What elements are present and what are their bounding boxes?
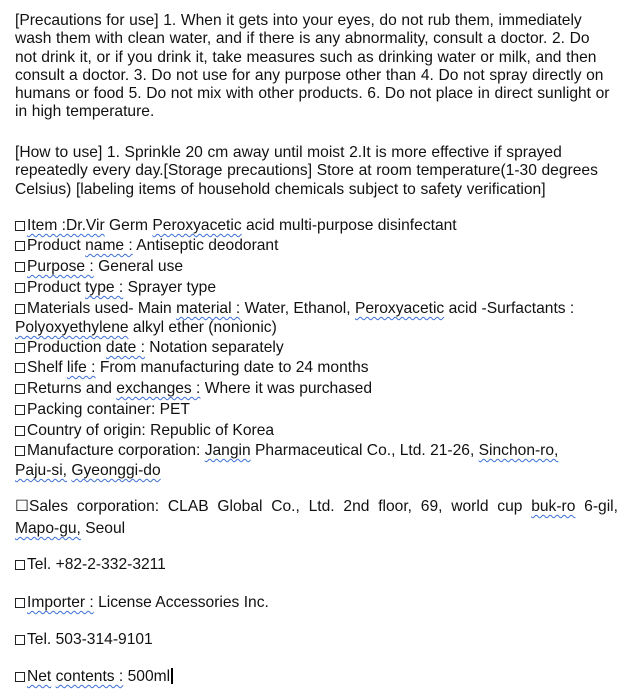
checkbox-icon xyxy=(15,262,25,272)
checkbox-icon xyxy=(15,343,25,353)
item-line: Item :Dr.Vir Germ Peroxyacetic acid multi-purpose disinfectant xyxy=(15,216,457,236)
product-name-line: Product name : Antiseptic deodorant xyxy=(15,236,278,256)
shelf-life-line: Shelf life : From manufacturing date to 24 months xyxy=(15,358,369,378)
manufacture-line: Manufacture corporation: Jangin Pharmaceutical Co., Ltd. 21-26, Sinchon-ro, xyxy=(15,441,558,461)
materials-line-continued: Polyoxyethylene alkyl ether (nonionic) xyxy=(15,319,277,336)
sales-line-continued: Mapo-gu, Seoul xyxy=(15,520,126,537)
returns-line: Returns and exchanges : Where it was purchased xyxy=(15,379,372,399)
checkbox-icon xyxy=(15,283,25,293)
checkbox-icon xyxy=(15,560,25,570)
origin-line: Country of origin: Republic of Korea xyxy=(15,421,274,441)
how-to-use-paragraph: [How to use] 1. Sprinkle 20 cm away until moist 2.It is more effective if sprayed repeatedly every day.[Storage precautions] Store at room temperature(1-30 degrees Celsius) [labeling items of household chemicals subject to safety verification] xyxy=(15,144,598,198)
tel-korea-line: Tel. +82-2-332-3211 xyxy=(15,555,166,575)
importer-line: Importer : License Accessories Inc. xyxy=(15,593,269,613)
checkbox-icon xyxy=(15,241,25,251)
checkbox-icon xyxy=(15,384,25,394)
checkbox-icon xyxy=(15,426,25,436)
production-date-line: Production date : Notation separately xyxy=(15,338,284,358)
manufacture-line-continued: Paju-si, Gyeonggi-do xyxy=(15,462,161,479)
checkbox-icon xyxy=(15,304,25,314)
checkbox-icon xyxy=(15,598,25,608)
sales-line: ☐Sales corporation: CLAB Global Co., Ltd. 2nd floor, 69, world cup buk-ro 6-gil, xyxy=(15,498,618,515)
tel-importer-line: Tel. 503-314-9101 xyxy=(15,630,153,650)
item-label: Item :Dr.Vir xyxy=(27,217,105,234)
checkbox-icon xyxy=(15,363,25,373)
text-cursor xyxy=(171,668,173,684)
checkbox-icon xyxy=(15,221,25,231)
checkbox-icon xyxy=(15,446,25,456)
materials-line: Materials used- Main material : Water, Ethanol, Peroxyacetic acid -Surfactants : xyxy=(15,299,574,319)
purpose-line: Purpose : General use xyxy=(15,257,183,277)
checkbox-icon xyxy=(15,672,25,682)
product-type-line: Product type : Sprayer type xyxy=(15,278,216,298)
packing-line: Packing container: PET xyxy=(15,400,190,420)
net-contents-line: Net contents : 500ml xyxy=(15,667,173,687)
precautions-paragraph: [Precautions for use] 1. When it gets into your eyes, do not rub them, immediately wash them with clean water, and if there is any abnormality, consult a doctor. 2. Do not drink it, or if you drink it, take measures such as drinking water or milk, and then consult a doctor. 3. Do not use for any purpose other than 4. Do not spray directly on humans or food 5. Do not mix with other products. 6. Do not place in direct sunlight or in high temperature. xyxy=(15,12,610,121)
checkbox-icon xyxy=(15,635,25,645)
checkbox-icon xyxy=(15,405,25,415)
